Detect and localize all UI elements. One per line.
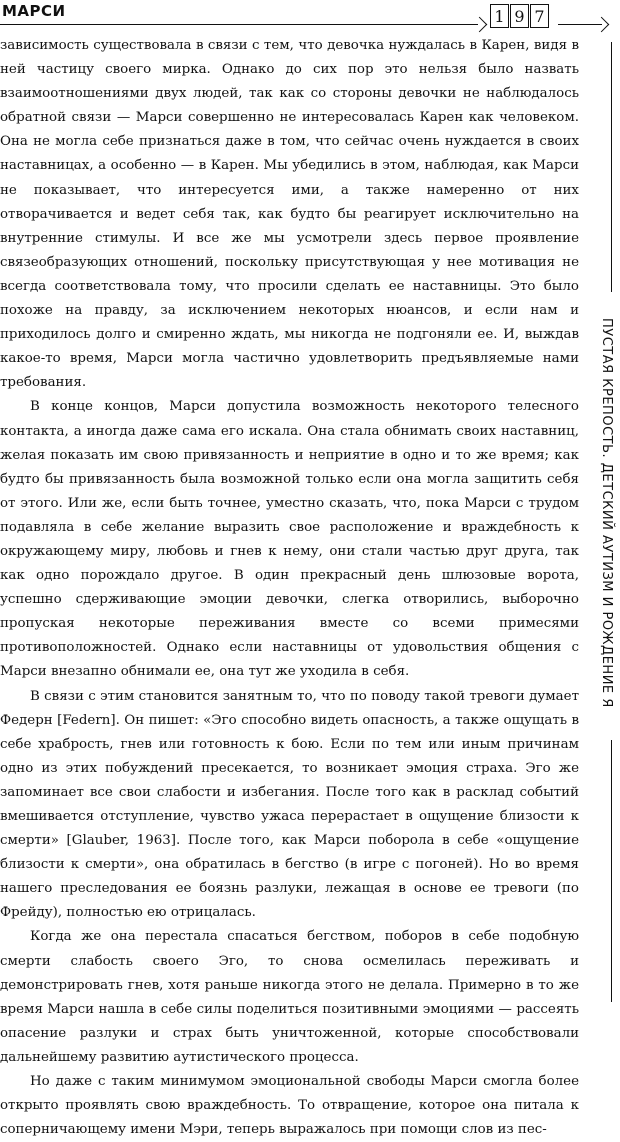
- page-number-digit: 1: [490, 4, 509, 28]
- paragraph: Но даже с таким минимумом эмоциональной свободы Марси смогла более открыто проявлять свою враждебность. То отвращение, которое она питала к соперничающему имени Мэри, теперь выражалось при помощи слов из пес-: [0, 1074, 579, 1138]
- side-rule: [611, 42, 612, 292]
- page-header: [0, 0, 620, 34]
- side-book-title: ПУСТАЯ КРЕПОСТЬ. ДЕТСКИЙ АУТИЗМ И РОЖДЕНИЕ Я: [599, 318, 614, 708]
- paragraph: зависимость существовала в связи с тем, что девочка нуждалась в Карен, видя в ней частицу своего мирка. Однако до сих пор это нельзя было назвать взаимоотношениями двух людей, так как со стороны девочки не наблюдалось обратной связи — Марси совершенно не интересовалась Карен как человеком. Она не могла себе признаться даже в том, что сейчас очень нуждается в своих наставницах, а особенно — в Карен. Мы убедились в этом, наблюдая, как Марси не показывает, что интересуется ими, а также намеренно от них отворачивается и ведет себя так, как будто бы реагирует исключительно на внутренние стимулы. И все же мы усмотрели здесь первое проявление связеобразующих отношений, поскольку присутствующая у нее мотивация не всегда соответствовала тому, что просили сделать ее наставницы. Это было похоже на правду, за исключением некоторых нюансов, и если нам и приходилось долго и смиренно ждать, мы никогда не подгоняли ее. И, выждав какое-то время, Марси могла частично удовлетворить предъявляемые нами требования.: [0, 38, 579, 391]
- arrow-right-icon: [594, 17, 610, 33]
- header-rule-left: [0, 24, 478, 25]
- paragraph: Когда же она перестала спасаться бегством, поборов в себе подобную смерти слабость своего Эго, то снова осмелилась переживать и демонстрировать гнев, хотя раньше никогда этого не делала. Примерно в то же время Марси нашла в себе силы поделиться позитивными эмоциями — рассеять опасение разлуки и страх быть уничтоженной, которые способствовали дальнейшему развитию аутистического процесса.: [0, 929, 579, 1065]
- running-head: МАРСИ: [2, 2, 66, 20]
- paragraph: В связи с этим становится занятным то, что по поводу такой тревоги думает Федерн [Federn]. Он пишет: «Эго способно видеть опасность, а также ощущать в себе храбрость, гнев или готовность к бою. Если по тем или иным причинам одно из этих побуждений пресекается, то возникает эмоция страха. Эго же запоминает все свои слабости и избегания. После того как в расклад событий вмешивается отступление, чувство ужаса перерастает в ощущение близости к смерти» [Glauber, 1963]. После того, как Марси поборола в себе «ощущение близости к смерти», она обратилась в бегство (в игре с погоней). Но во время нашего преследования ее боязнь разлуки, лежащая в основе ее тревоги (по Фрейду), полностью ею отрицалась.: [0, 688, 579, 921]
- page-number: [490, 4, 550, 28]
- body-text: [0, 34, 579, 1142]
- page-number-digit: 7: [530, 4, 549, 28]
- page-number-digit: 9: [510, 4, 529, 28]
- arrow-right-icon: [472, 17, 488, 33]
- side-rule: [611, 740, 612, 1002]
- paragraph: В конце концов, Марси допустила возможность некоторого телесного контакта, а иногда даже сама его искала. Она стала обнимать своих наставниц, желая показать им свою привязанность и неприятие в одно и то же время; как будто бы привязанность была возможной только если она могла защитить себя от этого. Или же, если быть точнее, уместно сказать, что, пока Марси с трудом подавляла в себе желание выразить свое расположение и враждебность к окружающему миру, любовь и гнев к нему, они стали частью друг друга, так как одно порождало другое. В один прекрасный день шлюзовые ворота, успешно сдерживающие эмоции девочки, слегка отворились, выборочно пропуская некоторые переживания вместе со всеми примесями противоположностей. Однако если наставницы от удовольствия общения с Марси внезапно обнимали ее, она тут же уходила в себя.: [0, 399, 579, 680]
